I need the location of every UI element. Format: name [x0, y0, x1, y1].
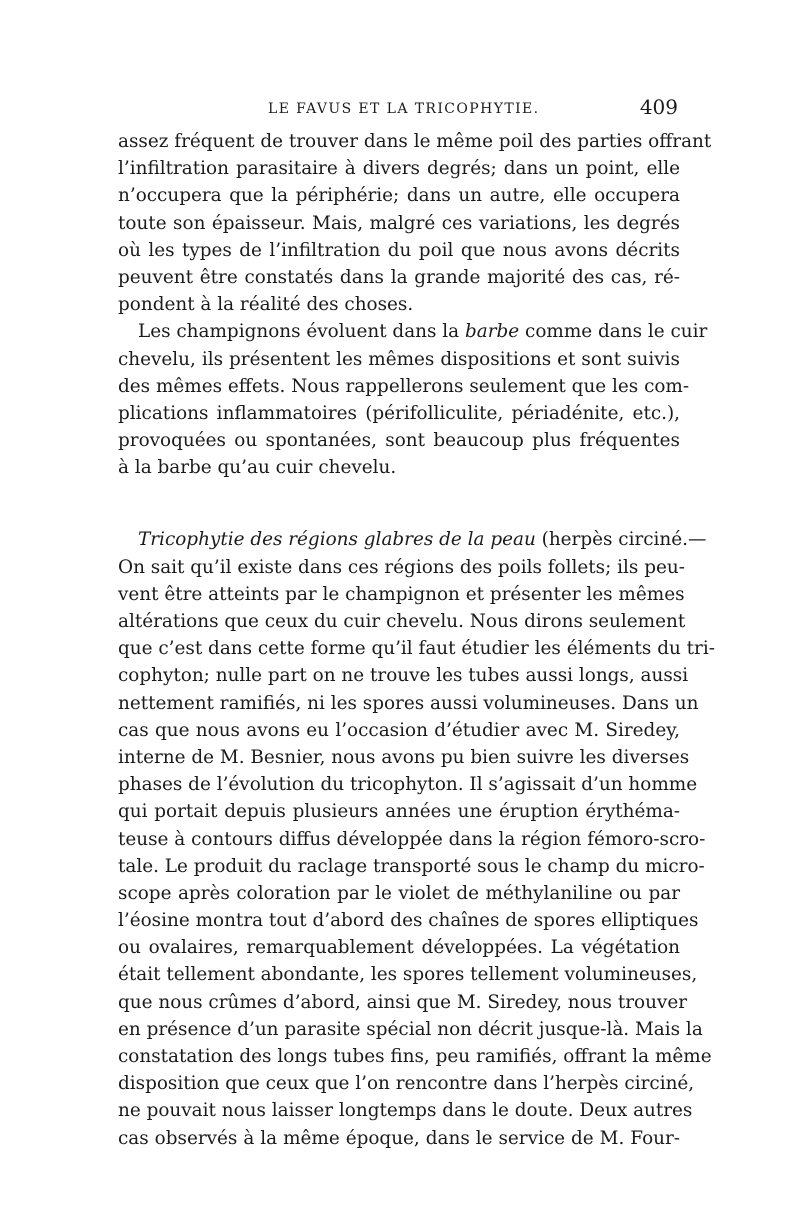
text-line: que c’est dans cette forme qu’il faut étudier les éléments du tri- — [118, 638, 715, 660]
text-line: phases de l’évolution du tricophyton. Il s’agissait d’un homme — [118, 774, 698, 796]
text-line — [118, 318, 708, 345]
running-title: LE FAVUS ET LA TRICOPHYTIE. — [268, 101, 540, 117]
text-line: l’infiltration parasitaire à divers degrés; dans un point, elle — [118, 158, 680, 180]
text-line: à la barbe qu’au cuir chevelu. — [118, 457, 397, 479]
text-line: vent être atteints par le champignon et présenter les mêmes — [118, 583, 685, 605]
text-line: cas observés à la même époque, dans le service de M. Four- — [118, 1127, 680, 1149]
text-line: où les types de l’infiltration du poil que nous avons décrits — [118, 239, 680, 261]
text-line: toute son épaisseur. Mais, malgré ces variations, les degrés — [118, 212, 680, 234]
section-heading: Tricophytie des régions glabres de la peau — [138, 529, 536, 551]
text-line: pondent à la réalité des choses. — [118, 294, 414, 316]
text-line: qui portait depuis plusieurs années une éruption érythéma- — [118, 801, 680, 823]
text-line: tale. Le produit du raclage transporté sous le champ du micro- — [118, 855, 705, 877]
italic-term: barbe — [465, 321, 520, 343]
text-line: plications inflammatoires (périfolliculite, périadénite, etc.), — [118, 402, 680, 424]
text-line: l’éosine montra tout d’abord des chaînes de spores elliptiques — [118, 910, 699, 932]
text-line: ne pouvait nous laisser longtemps dans le doute. Deux autres — [118, 1100, 693, 1122]
section-gap — [118, 481, 680, 526]
text-line: disposition que ceux que l’on rencontre dans l’herpès circiné, — [118, 1073, 695, 1095]
text-line: cas que nous avons eu l’occasion d’étudier avec M. Siredey, — [118, 719, 680, 741]
paragraph-glabrous-skin — [118, 526, 715, 1151]
text-line: que nous crûmes d’abord, ainsi que M. Siredey, nous trouver — [118, 991, 687, 1013]
running-head — [118, 97, 678, 125]
text-line: provoquées ou spontanées, sont beaucoup plus fréquentes — [118, 430, 680, 452]
body-text — [118, 128, 715, 1152]
text-line: assez fréquent de trouver dans le même poil des parties offrant — [118, 131, 712, 152]
text-line: n’occupera que la périphérie; dans un autre, elle occupera — [118, 185, 680, 207]
text-run: Les champignons évoluent dans la — [138, 321, 465, 343]
text-line: cophyton; nulle part on ne trouve les tubes aussi longs, aussi — [118, 665, 689, 687]
text-line: chevelu, ils présentent les mêmes dispositions et sont suivis — [118, 348, 680, 370]
text-line: était tellement abondante, les spores tellement volumineuses, — [118, 964, 698, 986]
text-run: (herpès circiné.— — [535, 529, 707, 551]
paragraph-continuation — [118, 128, 712, 318]
text-run: comme dans le cuir — [519, 321, 708, 343]
text-line: altérations que ceux du cuir chevelu. Nous dirons seulement — [118, 611, 686, 632]
text-line: interne de M. Besnier, nous avons pu bien suivre les diverses — [118, 746, 690, 768]
text-line: nettement ramifiés, ni les spores aussi volumineuses. Dans un — [118, 692, 699, 714]
text-line: constatation des longs tubes fins, peu ramifiés, offrant la même — [118, 1046, 712, 1067]
paragraph-beard — [118, 318, 708, 481]
text-line: On sait qu’il existe dans ces régions des poils follets; ils peu- — [118, 556, 685, 578]
text-line: en présence d’un parasite spécial non décrit jusque-là. Mais la — [118, 1018, 703, 1040]
text-line: scope après coloration par le violet de méthylaniline ou par — [118, 882, 680, 904]
page-number: 409 — [639, 95, 678, 119]
text-line: des mêmes effets. Nous rappellerons seulement que les com- — [118, 375, 690, 397]
text-line: teuse à contours diffus développée dans la région fémoro-scro- — [118, 828, 706, 850]
text-line: peuvent être constatés dans la grande majorité des cas, ré- — [118, 266, 680, 288]
section-heading-line — [118, 526, 707, 553]
text-line: ou ovalaires, remarquablement développées. La végétation — [118, 937, 680, 959]
